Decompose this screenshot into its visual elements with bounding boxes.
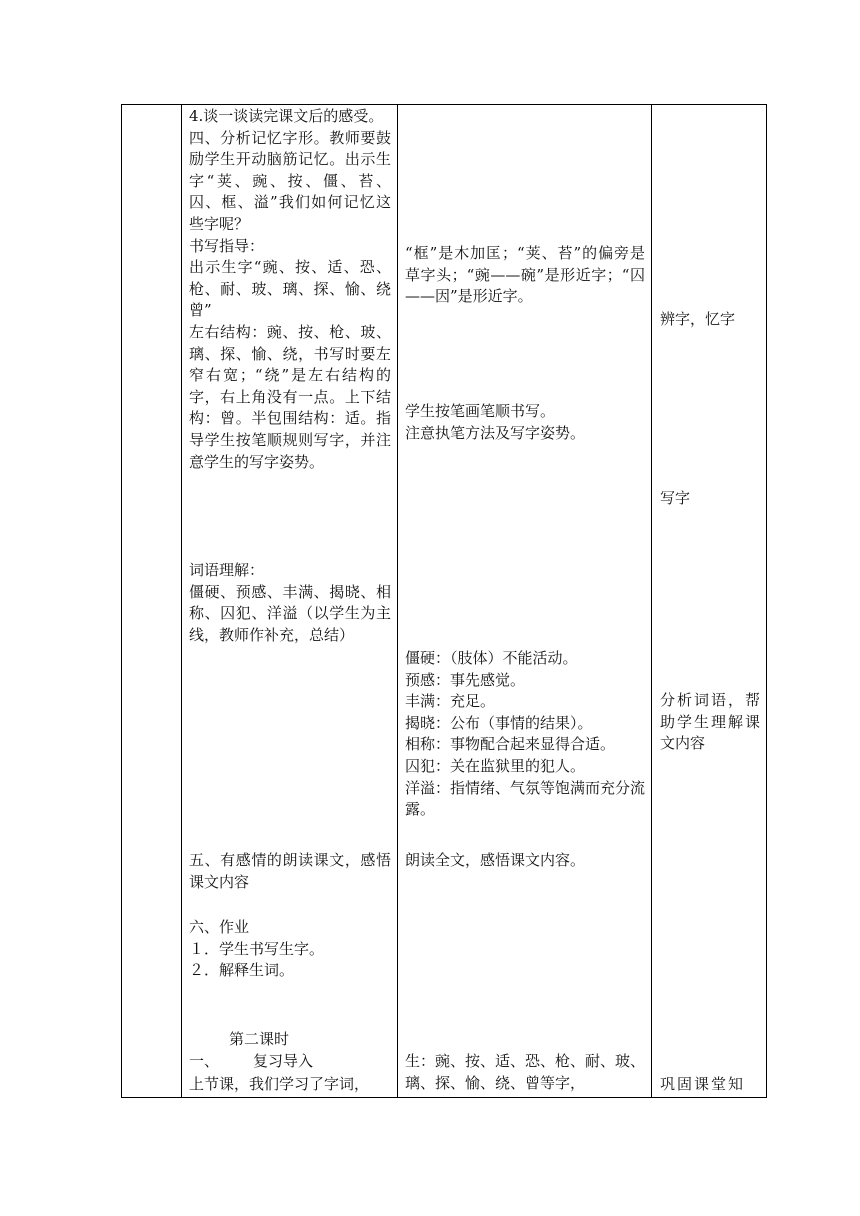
table-col-border-3 xyxy=(397,104,398,1098)
definition-item: 揭晓：公布（事情的结果）。 xyxy=(405,713,593,732)
structure-text: 左右结构：豌、按、枪、玻、璃、探、愉、绕，书写时要左窄右宽；“绕”是左右结构的字，右上角没有一点。上下结构：曾。半包围结构：适。指导学生按笔顺规则写字，并注意学生的写字姿势。 xyxy=(189,322,391,471)
table-col-border-1 xyxy=(121,104,122,1098)
homework-title: 六、作业 xyxy=(189,918,250,936)
writing-practice-line: 学生按笔画笔顺书写。 xyxy=(405,402,556,420)
review-label: 复习导入 xyxy=(253,1052,314,1070)
purpose-consolidate: 巩固课堂知 xyxy=(660,1075,746,1093)
definition-item: 丰满：充足。 xyxy=(405,692,496,711)
definitions-block xyxy=(405,648,645,821)
definition-item: 囚犯：关在监狱里的犯人。 xyxy=(405,756,586,775)
step-4-memory-text: 四、分析记忆字形。教师要鼓励学生开动脑筋记忆。出示生字“荚、豌、按、僵、苔、囚、框、溢”我们如何记忆这些字呢？ xyxy=(189,128,391,233)
char-analysis-text: “框”是木加匡；“荚、苔”的偏旁是草字头；“豌——碗”是形近字；“囚——因”是形近字。 xyxy=(405,244,645,306)
writing-chars-text: 出示生字“豌、按、适、恐、枪、耐、玻、璃、探、愉、绕曾” xyxy=(189,258,391,320)
purpose-write: 写字 xyxy=(660,489,691,507)
definition-item: 预感：事先感觉。 xyxy=(405,670,526,689)
step-4-text: 4.谈一谈读完课文后的感受。 xyxy=(189,107,384,125)
vocab-block xyxy=(189,560,391,646)
lesson-2-title: 第二课时 xyxy=(229,1030,290,1048)
table-col-border-4 xyxy=(651,104,652,1098)
review-number: 一、 xyxy=(189,1052,220,1070)
homework-block xyxy=(189,917,391,982)
definition-item: 洋溢：指情绪、气氛等饱满而充分流露。 xyxy=(405,778,646,819)
homework-item: ２．解释生词。 xyxy=(189,961,295,980)
writing-guide-title: 书写指导： xyxy=(189,236,265,255)
step-5-text: 五、有感情的朗读课文，感悟课文内容 xyxy=(189,851,391,891)
writing-practice-line: 注意执笔方法及写字姿势。 xyxy=(405,423,586,442)
table-col-border-5 xyxy=(766,104,767,1098)
teacher-activity-block xyxy=(189,106,391,473)
purpose-recognize: 辨字，忆字 xyxy=(660,310,736,328)
review-text: 上节课，我们学习了字词， xyxy=(189,1075,370,1093)
review-student-text: 生：豌、按、适、恐、枪、耐、玻、璃、探、愉、绕、曾等字， xyxy=(405,1052,646,1092)
vocab-title: 词语理解： xyxy=(189,561,265,579)
definition-item: 相称：事物配合起来显得合适。 xyxy=(405,735,616,754)
purpose-analyze: 分析词语，帮助学生理解课文内容 xyxy=(660,691,760,753)
table-bottom-border xyxy=(121,1097,766,1098)
reading-text: 朗读全文，感悟课文内容。 xyxy=(405,851,586,869)
writing-practice-block xyxy=(405,401,645,444)
table-col-border-2 xyxy=(181,104,182,1098)
vocab-body: 僵硬、预感、丰满、揭晓、相称、囚犯、洋溢（以学生为主线，教师作补充，总结） xyxy=(189,582,391,644)
homework-item: １．学生书写生字。 xyxy=(189,939,325,958)
definition-item: 僵硬：（肢体）不能活动。 xyxy=(405,649,578,667)
table-top-border xyxy=(121,104,766,105)
